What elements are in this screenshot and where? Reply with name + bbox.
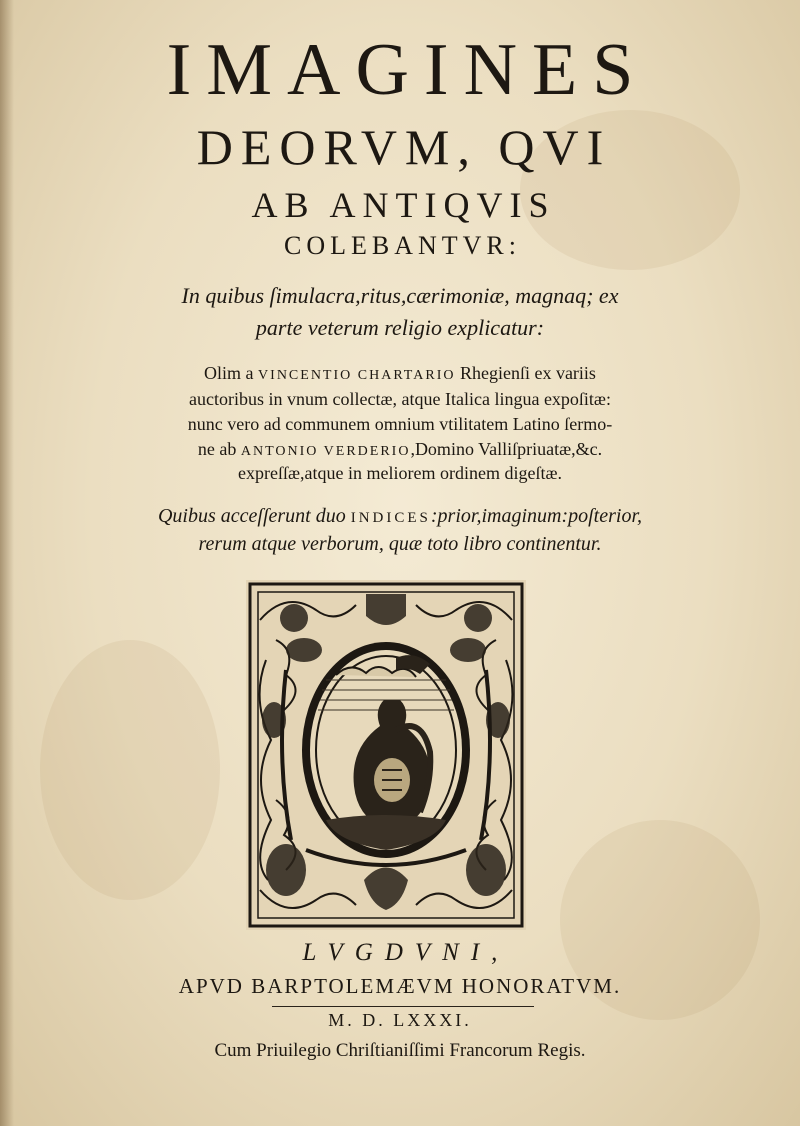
description-text: Olim a <box>204 363 259 383</box>
imprint-privilege: Cum Priuilegio Chriſtianiſſimi Francorum Regis. <box>214 1040 586 1061</box>
indices-line-1 <box>0 505 800 528</box>
imprint-city: LVGDVNI, <box>302 939 510 966</box>
imprint-rule <box>272 1006 534 1007</box>
description-line-3: nunc vero ad communem omnium vtilitatem Latino ſermo- <box>187 414 613 434</box>
description-text: ne ab <box>197 439 241 459</box>
paper-stain <box>40 640 220 900</box>
imprint-printer: APVD BARPTOLEMÆVM HONORATVM. <box>178 974 622 998</box>
description-line-2: auctoribus in vnum collectæ, atque Italica lingua expoſitæ: <box>189 389 611 409</box>
imprint-year: M. D. LXXXI. <box>328 1010 472 1030</box>
description-line-1 <box>0 363 800 384</box>
indices-text: :prior,imaginum:poſterior, <box>430 505 643 527</box>
description-text: Rhegienſi ex variis <box>455 363 596 383</box>
printers-device-vase-emblem-icon <box>246 580 526 930</box>
author-name: VINCENTIO CHARTARIO <box>258 368 456 383</box>
description-line-4 <box>0 439 800 460</box>
indices-text: Quibus acceſſerunt duo <box>157 505 351 527</box>
title-line-3: AB ANTIQVIS <box>251 185 556 225</box>
title-line-4: COLEBANTVR: <box>284 231 521 260</box>
title-line-1: IMAGINES <box>166 29 649 111</box>
indices-line-2: rerum atque verborum, quæ toto libro continentur. <box>198 533 602 555</box>
subtitle-line-1: In quibus ſimulacra,ritus,cærimoniæ, magnaq; ex <box>181 283 619 308</box>
translator-name: ANTONIO VERDERIO <box>240 444 411 459</box>
title-line-2: DEORVM, QVI <box>196 119 612 175</box>
indices-word: INDICES <box>350 510 431 526</box>
description-text: ,Domino Valliſpriuatæ,&c. <box>410 439 603 459</box>
subtitle-line-2: parte veterum religio explicatur: <box>255 315 545 340</box>
description-line-5: expreſſæ,atque in meliorem ordinem digeſtæ. <box>238 463 562 483</box>
